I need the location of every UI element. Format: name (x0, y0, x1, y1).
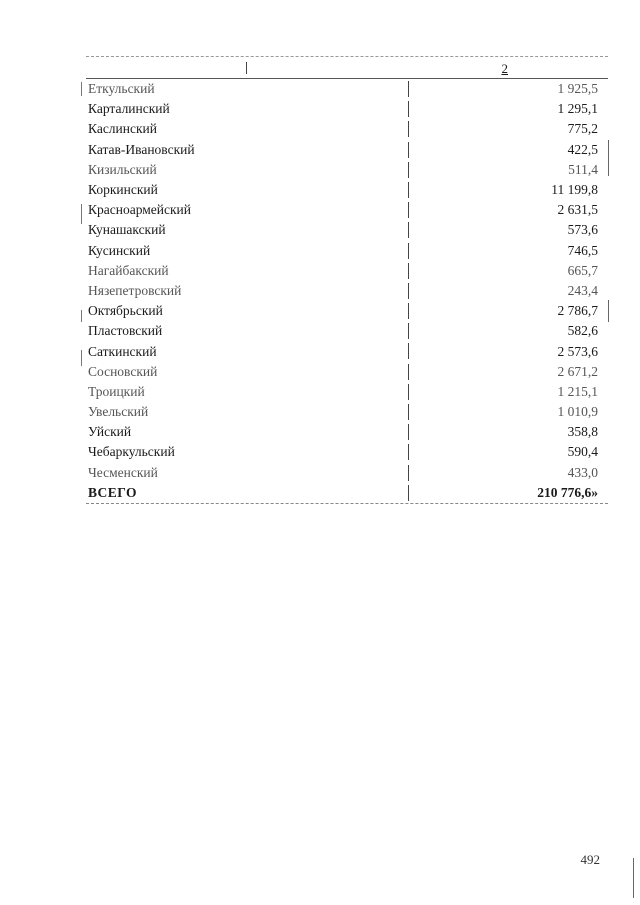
district-value: 2 573,6 (557, 343, 598, 359)
column-divider (408, 424, 409, 440)
table-row (86, 180, 608, 200)
district-name: Чесменский (88, 464, 158, 480)
table-row (86, 140, 608, 160)
district-name: Красноармейский (88, 202, 192, 218)
table-row (86, 79, 608, 99)
header-column-divider (246, 62, 247, 74)
district-value: 665,7 (567, 262, 598, 278)
scan-mark (81, 350, 82, 366)
scan-mark (81, 204, 82, 224)
district-name: Кизильский (88, 161, 157, 177)
district-value: 2 786,7 (557, 303, 598, 319)
table-row (86, 341, 608, 361)
district-value: 775,2 (567, 121, 598, 137)
district-name: Кусинский (88, 242, 151, 258)
table-body (86, 79, 608, 504)
district-value: 582,6 (567, 323, 598, 339)
column-divider (408, 101, 409, 117)
table-row (86, 281, 608, 301)
total-row (86, 483, 608, 504)
column-divider (408, 343, 409, 359)
district-name: Увельский (88, 404, 149, 420)
district-value: 2 671,2 (557, 363, 598, 379)
table-row (86, 362, 608, 382)
column-divider (408, 303, 409, 319)
column-divider (408, 142, 409, 158)
table-row (86, 99, 608, 119)
column-divider (408, 465, 409, 481)
column-divider (408, 323, 409, 339)
column-divider (408, 444, 409, 460)
district-value: 243,4 (567, 282, 598, 298)
district-value: 1 925,5 (557, 81, 598, 97)
total-label: ВСЕГО (88, 484, 138, 500)
district-value: 573,6 (567, 222, 598, 238)
district-value: 511,4 (568, 161, 598, 177)
table-row (86, 160, 608, 180)
table-row (86, 382, 608, 402)
district-value: 590,4 (567, 444, 598, 460)
column-divider (408, 121, 409, 137)
column-divider (408, 182, 409, 198)
district-name: Троицкий (88, 383, 145, 399)
table-row (86, 119, 608, 139)
table-row (86, 200, 608, 220)
district-value: 433,0 (567, 464, 598, 480)
column-number-label: 2 (501, 61, 508, 76)
column-divider (408, 364, 409, 380)
column-divider (408, 202, 409, 218)
district-value: 1 215,1 (557, 383, 598, 399)
district-value: 422,5 (567, 141, 598, 157)
table-row (86, 463, 608, 483)
total-value: 210 776,6» (537, 484, 598, 500)
district-value: 1 295,1 (557, 101, 598, 117)
district-name: Коркинский (88, 182, 158, 198)
page-number: 492 (580, 852, 600, 867)
district-value: 1 010,9 (557, 404, 598, 420)
district-name: Катав-Ивановский (88, 141, 195, 157)
table-row (86, 301, 608, 321)
district-name: Каслинский (88, 121, 157, 137)
column-divider (408, 243, 409, 259)
district-name: Сосновский (88, 363, 158, 379)
district-name: Октябрьский (88, 303, 163, 319)
column-divider (408, 384, 409, 400)
column-divider (408, 263, 409, 279)
table-row (86, 220, 608, 240)
table-row (86, 321, 608, 341)
district-value: 11 199,8 (551, 182, 598, 198)
table-row (86, 241, 608, 261)
header-top-border (86, 56, 608, 57)
district-name: Уйский (88, 424, 132, 440)
column-divider (408, 162, 409, 178)
district-name: Карталинский (88, 101, 170, 117)
scan-mark (81, 82, 82, 96)
budget-table (86, 56, 608, 504)
district-name: Чебаркульский (88, 444, 175, 460)
table-row (86, 442, 608, 462)
scan-mark (81, 310, 82, 322)
table-header (86, 56, 608, 79)
column-divider (408, 404, 409, 420)
district-value: 358,8 (567, 424, 598, 440)
district-value: 2 631,5 (557, 202, 598, 218)
district-name: Еткульский (88, 81, 155, 97)
column-divider (408, 485, 409, 501)
district-name: Нязепетровский (88, 282, 182, 298)
table-row (86, 261, 608, 281)
district-name: Саткинский (88, 343, 157, 359)
table-row (86, 402, 608, 422)
district-name: Кунашакский (88, 222, 166, 238)
scan-mark (608, 140, 609, 176)
column-divider (408, 81, 409, 97)
district-name: Пластовский (88, 323, 163, 339)
district-value: 746,5 (567, 242, 598, 258)
scan-edge-line (633, 858, 634, 898)
table-row (86, 422, 608, 442)
district-name: Нагайбакский (88, 262, 169, 278)
scan-mark (608, 300, 609, 322)
column-divider (408, 283, 409, 299)
column-divider (408, 222, 409, 238)
